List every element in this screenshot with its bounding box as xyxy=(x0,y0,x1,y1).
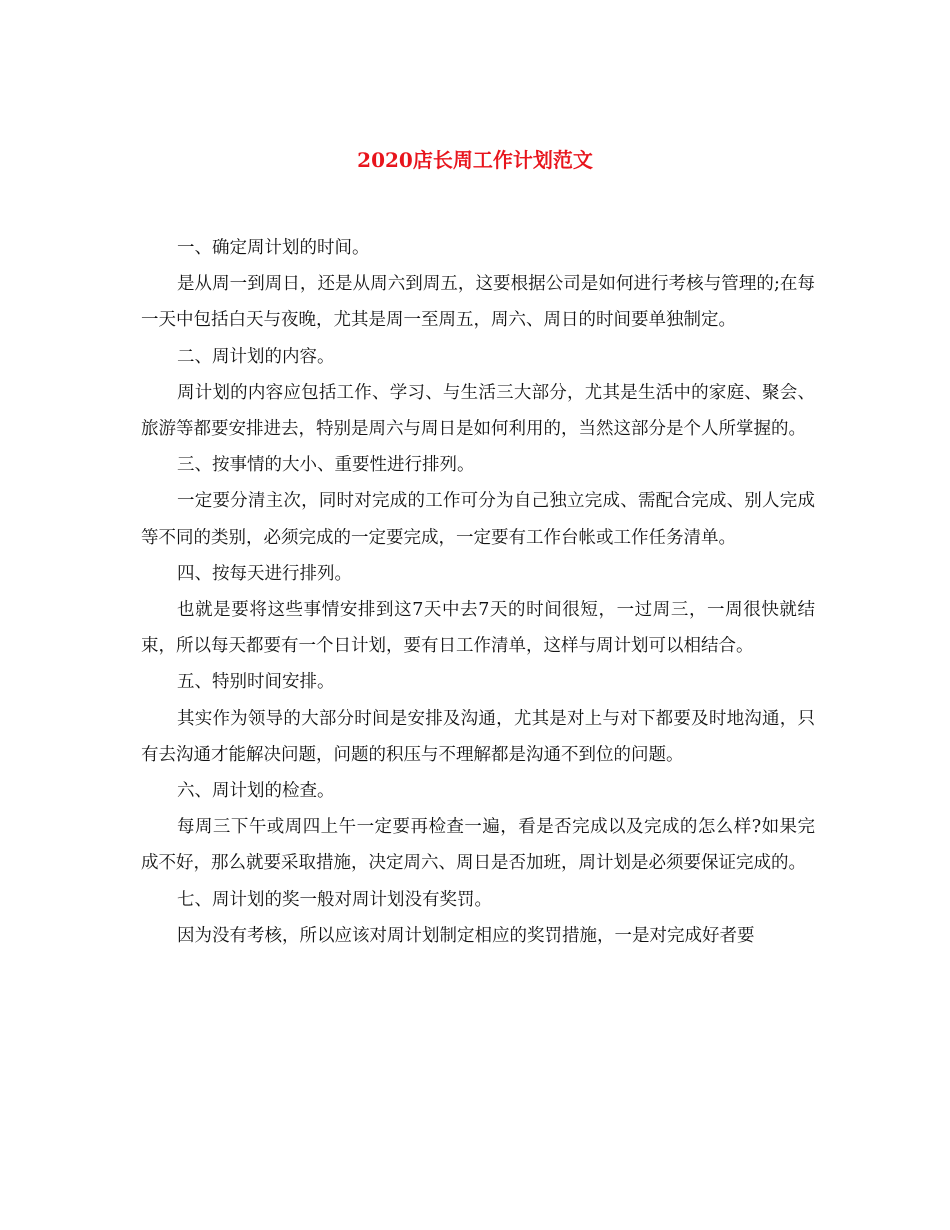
section-heading-1: 一、确定周计划的时间。 xyxy=(177,238,370,258)
section-paragraph-5: 其实作为领导的大部分时间是安排及沟通，尤其是对上与对下都要及时地沟通，只有去沟通才能解决问题，问题的积压与不理解都是沟通不到位的问题。 xyxy=(141,708,815,765)
section-heading-6: 六、周计划的检查。 xyxy=(177,781,335,802)
section-heading-7: 七、周计划的奖一般对周计划没有奖罚。 xyxy=(177,889,492,910)
section-paragraph-6: 每周三下午或周四上午一定要再检查一遍，看是否完成以及完成的怎么样?如果完成不好，那么就要采取措施，决定周六、周日是否加班，周计划是必须要保证完成的。 xyxy=(141,817,815,874)
section-heading-4: 四、按每天进行排列。 xyxy=(177,563,352,584)
section-heading-3: 三、按事情的大小、重要性进行排列。 xyxy=(177,455,475,476)
section-paragraph-4: 也就是要将这些事情安排到这7天中去7天的时间很短，一过周三，一周很快就结束，所以每天都要有一个日计划，要有日工作清单，这样与周计划可以相结合。 xyxy=(141,600,815,657)
section-paragraph-2: 周计划的内容应包括工作、学习、与生活三大部分，尤其是生活中的家庭、聚会、旅游等都要安排进去，特别是周六与周日是如何利用的，当然这部分是个人所掌握的。 xyxy=(141,382,815,440)
section-paragraph-7: 因为没有考核，所以应该对周计划制定相应的奖罚措施，一是对完成好者要 xyxy=(177,925,755,946)
document-title: 2020店长周工作计划范文 xyxy=(357,148,593,172)
section-paragraph-1: 是从周一到周日，还是从周六到周五，这要根据公司是如何进行考核与管理的;在每一天中包括白天与夜晚，尤其是周一至周五，周六、周日的时间要单独制定。 xyxy=(141,274,815,331)
section-heading-5: 五、特别时间安排。 xyxy=(177,672,335,693)
section-heading-2: 二、周计划的内容。 xyxy=(177,346,335,367)
document-body xyxy=(141,230,815,954)
section-paragraph-3: 一定要分清主次，同时对完成的工作可分为自己独立完成、需配合完成、别人完成等不同的类别，必须完成的一定要完成，一定要有工作台帐或工作任务清单。 xyxy=(141,491,815,548)
